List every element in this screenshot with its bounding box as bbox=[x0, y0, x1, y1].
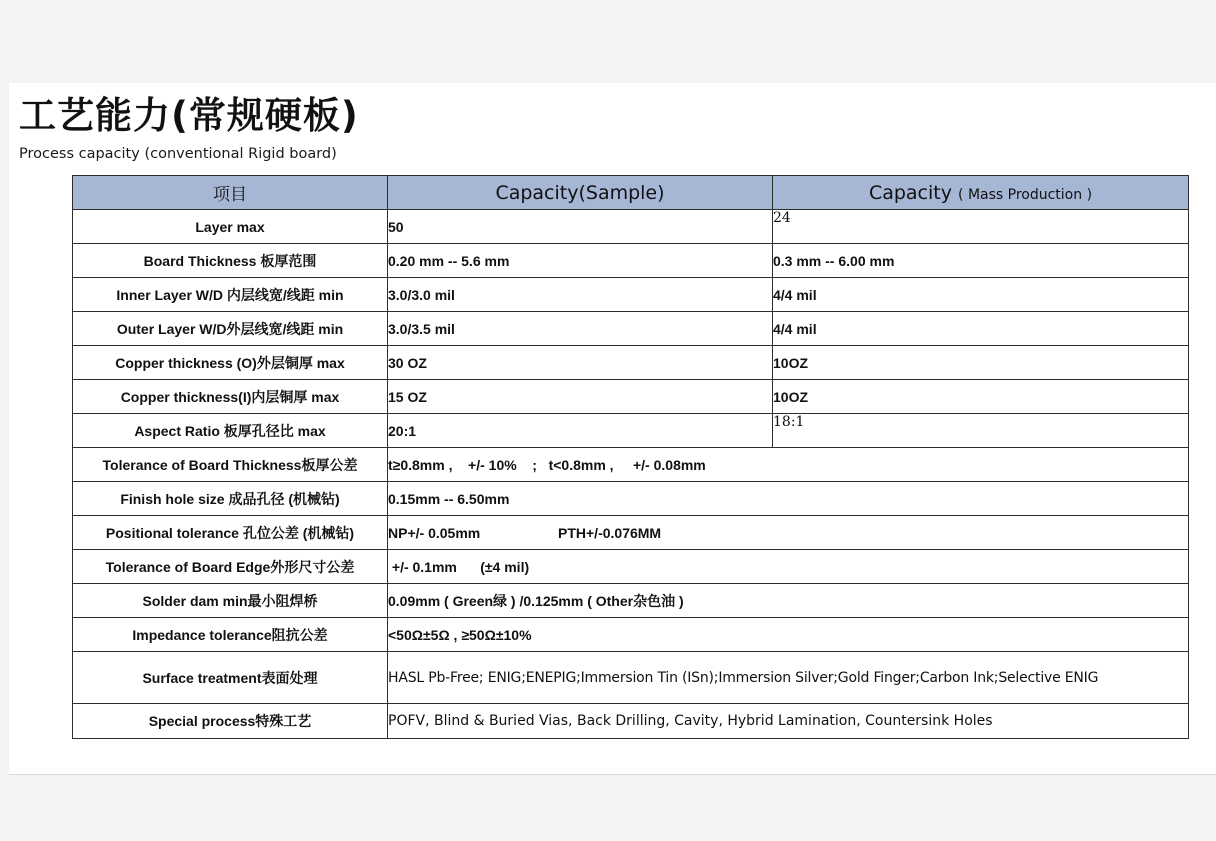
row-mass-value: 24 bbox=[773, 210, 1189, 244]
header-capacity-mass-paren: ( Mass Production ) bbox=[958, 186, 1093, 203]
row-mass-value: 18:1 bbox=[773, 414, 1189, 448]
row-item: Special process特殊工艺 bbox=[73, 704, 388, 739]
table-header-row bbox=[73, 176, 1189, 210]
row-mass-value: 4/4 mil bbox=[773, 278, 1189, 312]
row-sample-value: 0.20 mm -- 5.6 mm bbox=[388, 244, 773, 278]
row-item: Tolerance of Board Edge外形尺寸公差 bbox=[73, 550, 388, 584]
table-row bbox=[73, 380, 1189, 414]
row-sample-value: 20:1 bbox=[388, 414, 773, 448]
row-item: Copper thickness (O)外层铜厚 max bbox=[73, 346, 388, 380]
row-value: HASL Pb-Free; ENIG;ENEPIG;Immersion Tin (ISn);Immersion Silver;Gold Finger;Carbon Ink;Selective ENIG bbox=[388, 652, 1189, 704]
row-value: +/- 0.1mm (±4 mil) bbox=[388, 550, 1189, 584]
row-mass-value: 10OZ bbox=[773, 380, 1189, 414]
table-row bbox=[73, 312, 1189, 346]
row-item: Impedance tolerance阻抗公差 bbox=[73, 618, 388, 652]
table-row bbox=[73, 618, 1189, 652]
row-item: Board Thickness 板厚范围 bbox=[73, 244, 388, 278]
table-row bbox=[73, 346, 1189, 380]
row-sample-value: 30 OZ bbox=[388, 346, 773, 380]
capacity-table bbox=[72, 175, 1189, 739]
row-value: t≥0.8mm , +/- 10% ; t<0.8mm , +/- 0.08mm bbox=[388, 448, 1189, 482]
table-row bbox=[73, 482, 1189, 516]
table-row bbox=[73, 652, 1189, 704]
header-capacity-mass bbox=[773, 176, 1189, 210]
row-mass-value: 10OZ bbox=[773, 346, 1189, 380]
row-item: Layer max bbox=[73, 210, 388, 244]
row-value: POFV, Blind & Buried Vias, Back Drilling, Cavity, Hybrid Lamination, Countersink Holes bbox=[388, 704, 1189, 739]
row-value: 0.09mm ( Green绿 ) /0.125mm ( Other杂色油 ) bbox=[388, 584, 1189, 618]
table-row bbox=[73, 244, 1189, 278]
row-sample-value: 3.0/3.5 mil bbox=[388, 312, 773, 346]
row-item: Positional tolerance 孔位公差 (机械钻) bbox=[73, 516, 388, 550]
row-item: Tolerance of Board Thickness板厚公差 bbox=[73, 448, 388, 482]
row-value: NP+/- 0.05mm PTH+/-0.076MM bbox=[388, 516, 1189, 550]
table-row bbox=[73, 210, 1189, 244]
table-row bbox=[73, 704, 1189, 739]
document-sheet bbox=[9, 83, 1216, 775]
header-capacity-mass-label: Capacity bbox=[868, 181, 952, 204]
row-item: Solder dam min最小阻焊桥 bbox=[73, 584, 388, 618]
table-row bbox=[73, 448, 1189, 482]
row-value: <50Ω±5Ω , ≥50Ω±10% bbox=[388, 618, 1189, 652]
table-row bbox=[73, 414, 1189, 448]
header-capacity-sample: Capacity(Sample) bbox=[388, 176, 773, 210]
row-item: Finish hole size 成品孔径 (机械钻) bbox=[73, 482, 388, 516]
table-row bbox=[73, 550, 1189, 584]
row-mass-value: 4/4 mil bbox=[773, 312, 1189, 346]
table-row bbox=[73, 516, 1189, 550]
row-sample-value: 15 OZ bbox=[388, 380, 773, 414]
row-item: Copper thickness(I)内层铜厚 max bbox=[73, 380, 388, 414]
row-item: Aspect Ratio 板厚孔径比 max bbox=[73, 414, 388, 448]
table-row bbox=[73, 584, 1189, 618]
row-value: 0.15mm -- 6.50mm bbox=[388, 482, 1189, 516]
row-mass-value: 0.3 mm -- 6.00 mm bbox=[773, 244, 1189, 278]
header-item: 项目 bbox=[73, 176, 388, 210]
table-row bbox=[73, 278, 1189, 312]
row-sample-value: 50 bbox=[388, 210, 773, 244]
row-item: Surface treatment表面处理 bbox=[73, 652, 388, 704]
page-title: 工艺能力(常规硬板) bbox=[19, 94, 359, 137]
row-item: Outer Layer W/D外层线宽/线距 min bbox=[73, 312, 388, 346]
page-subtitle: Process capacity (conventional Rigid board) bbox=[19, 146, 337, 162]
row-item: Inner Layer W/D 内层线宽/线距 min bbox=[73, 278, 388, 312]
row-sample-value: 3.0/3.0 mil bbox=[388, 278, 773, 312]
